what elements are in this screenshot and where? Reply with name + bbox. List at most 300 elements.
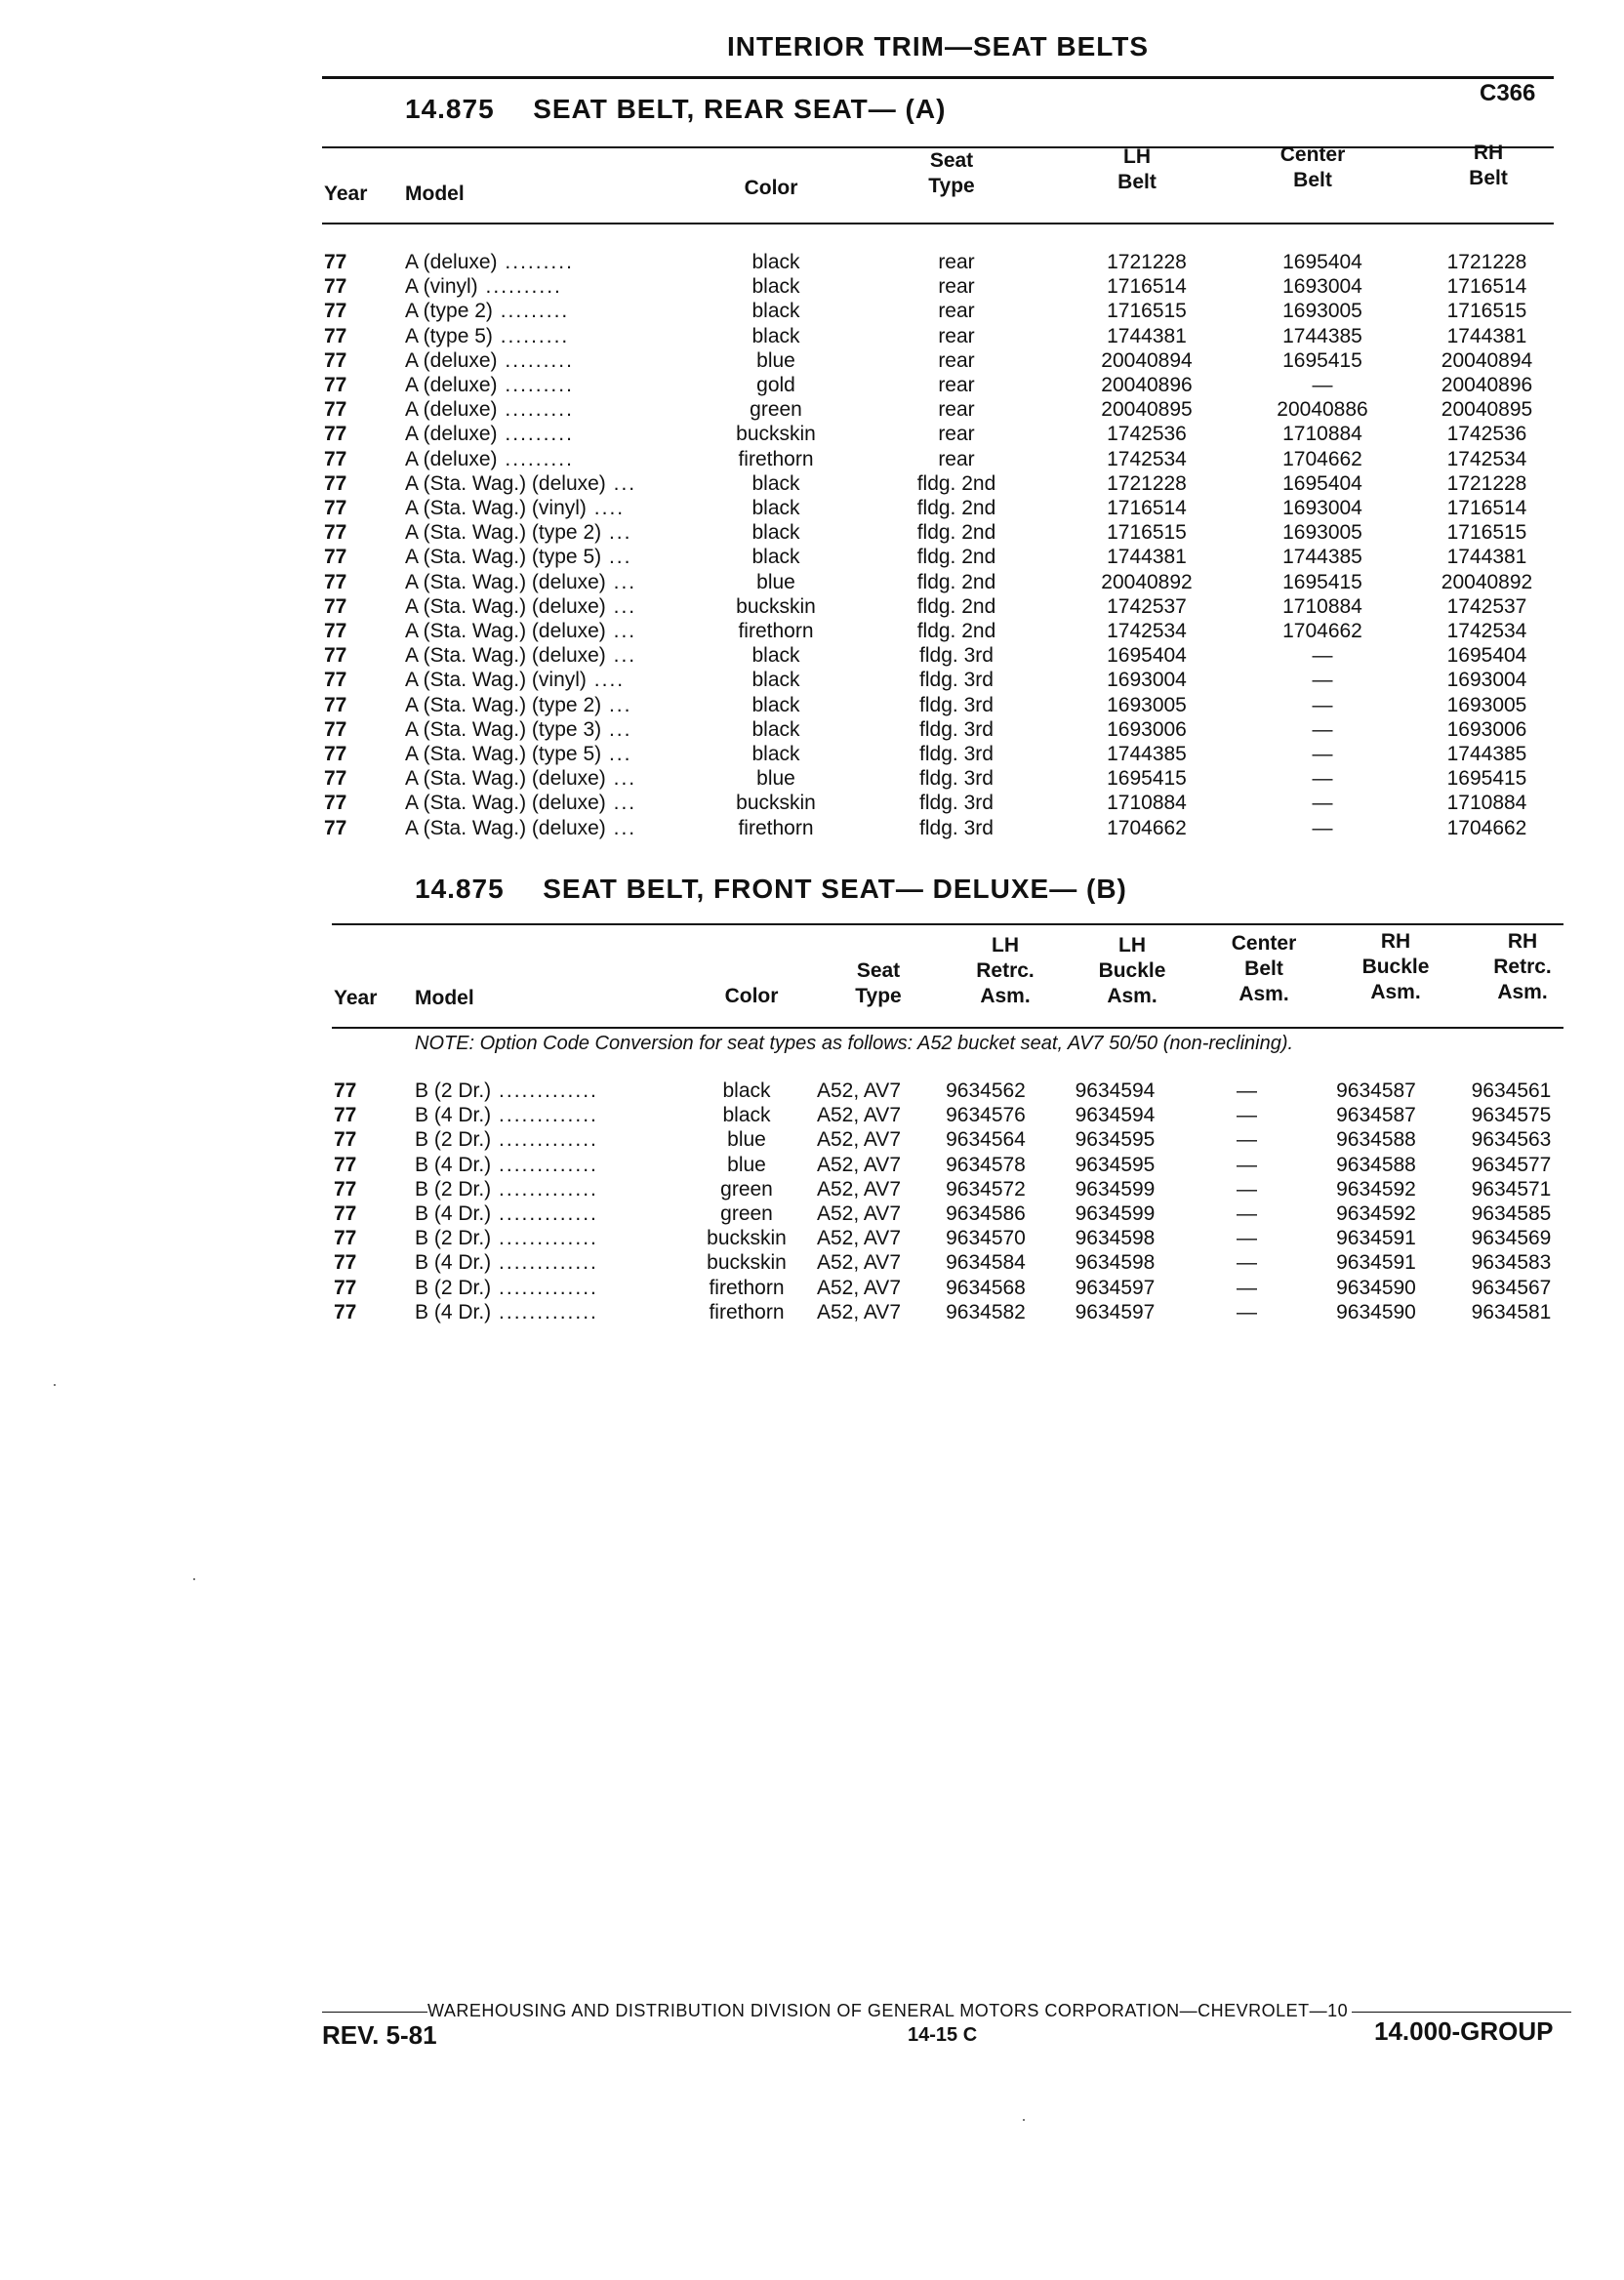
color-cell: black — [751, 275, 800, 299]
leader-dots: .......... — [477, 275, 562, 299]
seat-type-cell: fldg. 2nd — [916, 471, 996, 495]
rh-buckle-cell: 9634591 — [1336, 1227, 1416, 1250]
seat-type-cell: fldg. 3rd — [919, 743, 994, 766]
model-cell — [405, 643, 698, 668]
rear-seat-belt-table — [324, 250, 1563, 840]
asm-label: Asm. — [1497, 981, 1548, 1003]
table-row — [334, 1153, 1583, 1177]
table-row — [324, 816, 1563, 840]
center-belt-cell: — — [1237, 1202, 1257, 1226]
rh-belt-cell: 1721228 — [1446, 471, 1527, 495]
rh-belt-cell: 20040895 — [1441, 398, 1533, 422]
leader-dots: ............. — [491, 1276, 598, 1299]
seat-label: Seat — [929, 149, 974, 172]
seat-type-cell: fldg. 2nd — [916, 570, 996, 593]
model-cell — [405, 299, 698, 323]
model-cell — [405, 545, 698, 569]
rh-buckle-cell: 9634590 — [1336, 1300, 1416, 1323]
section-b-number: 14.875 — [415, 874, 505, 904]
center-belt-cell: — — [1312, 374, 1333, 397]
seat-type-cell: fldg. 3rd — [919, 693, 994, 716]
model-cell — [405, 373, 698, 397]
section-b-name: SEAT BELT, FRONT SEAT— DELUXE— (B) — [543, 874, 1127, 904]
model-text: A (Sta. Wag.) (type 3) — [405, 717, 602, 741]
seat-type-cell: A52, AV7 — [816, 1128, 901, 1152]
model-cell — [405, 250, 698, 274]
model-cell — [405, 570, 698, 594]
model-cell — [405, 668, 698, 692]
lh-buckle-cell: 9634595 — [1075, 1153, 1156, 1176]
seat-type-cell: fldg. 3rd — [919, 717, 994, 741]
lh-belt-cell: 1742537 — [1107, 594, 1187, 618]
model-text: A (Sta. Wag.) (vinyl) — [405, 497, 587, 520]
seat-type-cell: A52, AV7 — [816, 1300, 901, 1323]
center-belt-cell: — — [1312, 717, 1333, 741]
leader-dots: ......... — [497, 423, 574, 446]
model-text: B (4 Dr.) — [415, 1153, 492, 1176]
seat-type-cell: fldg. 2nd — [916, 546, 996, 569]
color-cell: black — [751, 546, 800, 569]
year-cell: 77 — [324, 620, 347, 643]
color-cell: black — [751, 743, 800, 766]
table-row — [324, 397, 1563, 422]
center-belt-cell: — — [1237, 1079, 1257, 1102]
rh-retrc-cell: 9634569 — [1471, 1227, 1552, 1250]
color-cell: blue — [756, 570, 795, 593]
seat-type-cell: A52, AV7 — [816, 1227, 901, 1250]
rh-belt-cell: 20040894 — [1441, 348, 1533, 372]
section-a-title — [405, 94, 946, 125]
col-header-year-b: Year — [334, 987, 378, 1009]
center-belt-cell: — — [1237, 1276, 1257, 1299]
year-cell: 77 — [324, 447, 347, 470]
seat-type-cell: A52, AV7 — [816, 1251, 901, 1275]
asm-label: Asm. — [980, 985, 1031, 1007]
rh-buckle-cell: 9634587 — [1336, 1104, 1416, 1127]
rh-buckle-cell: 9634588 — [1336, 1153, 1416, 1176]
model-text: A (Sta. Wag.) (deluxe) — [405, 644, 606, 668]
seat-type-cell: rear — [938, 423, 975, 446]
rh-belt-cell: 1716515 — [1446, 521, 1527, 545]
center-belt-cell: 1704662 — [1282, 620, 1362, 643]
leader-dots: ... — [601, 743, 632, 766]
seat-type-cell: A52, AV7 — [816, 1079, 901, 1102]
col-header-lh-buckle — [1078, 933, 1186, 1009]
type-label: Type — [928, 175, 975, 197]
col-header-center-belt — [1254, 142, 1371, 193]
color-cell: firethorn — [738, 447, 814, 470]
seat-type-cell: A52, AV7 — [816, 1104, 901, 1127]
color-cell: blue — [756, 348, 795, 372]
year-cell: 77 — [324, 570, 347, 593]
lh-belt-cell: 1742534 — [1107, 447, 1187, 470]
rh-belt-cell: 1693005 — [1446, 693, 1527, 716]
leader-dots: ... — [601, 521, 632, 545]
lh-label: LH — [992, 934, 1019, 957]
model-text: B (2 Dr.) — [415, 1128, 492, 1152]
model-text: A (Sta. Wag.) (deluxe) — [405, 620, 606, 643]
section-a-name: SEAT BELT, REAR SEAT— (A) — [533, 94, 947, 124]
leader-dots: ... — [605, 644, 637, 668]
lh-belt-cell: 1693004 — [1107, 669, 1187, 692]
rh-belt-cell: 1716514 — [1446, 497, 1527, 520]
rh-retrc-cell: 9634583 — [1471, 1251, 1552, 1275]
catalog-code: C366 — [1480, 80, 1536, 106]
rh-belt-cell: 1693004 — [1446, 669, 1527, 692]
leader-dots: ... — [605, 792, 637, 815]
table-row — [324, 250, 1563, 274]
year-cell: 77 — [324, 546, 347, 569]
model-text: A (deluxe) — [405, 423, 498, 446]
model-cell — [405, 274, 698, 299]
center-belt-cell: — — [1237, 1300, 1257, 1323]
lh-belt-cell: 1704662 — [1107, 816, 1187, 839]
model-text: A (Sta. Wag.) (type 2) — [405, 693, 602, 716]
table-row — [324, 422, 1563, 446]
seat-type-cell: fldg. 3rd — [919, 792, 994, 815]
color-cell: firethorn — [709, 1300, 785, 1323]
color-cell: green — [720, 1177, 773, 1201]
model-cell — [405, 397, 698, 422]
footer-division-text: WAREHOUSING AND DISTRIBUTION DIVISION OF GENERAL MOTORS CORPORATION—CHEVROLET—10 — [427, 2001, 1349, 2020]
year-cell: 77 — [334, 1227, 357, 1250]
color-cell: buckskin — [736, 792, 816, 815]
lh-retrc-cell: 9634586 — [946, 1202, 1026, 1226]
rh-belt-cell: 1716514 — [1446, 275, 1527, 299]
model-text: A (deluxe) — [405, 251, 498, 273]
leader-dots: .... — [586, 497, 626, 520]
model-text: B (4 Dr.) — [415, 1202, 492, 1226]
rh-belt-cell: 1742534 — [1446, 620, 1527, 643]
center-belt-cell: — — [1237, 1104, 1257, 1127]
center-belt-cell: — — [1312, 792, 1333, 815]
lh-retrc-cell: 9634584 — [946, 1251, 1026, 1275]
model-cell — [405, 348, 698, 373]
lh-belt-cell: 1716514 — [1107, 497, 1187, 520]
leader-dots: ......... — [492, 324, 570, 347]
leader-dots: ... — [605, 570, 637, 593]
model-text: A (Sta. Wag.) (type 5) — [405, 743, 602, 766]
year-cell: 77 — [324, 743, 347, 766]
rh-retrc-cell: 9634567 — [1471, 1276, 1552, 1299]
center-belt-cell: 1744385 — [1282, 546, 1362, 569]
buckle-label: Buckle — [1361, 956, 1430, 978]
center-belt-cell: — — [1312, 669, 1333, 692]
col-header-seat-type — [898, 148, 1005, 199]
retrc-label: Retrc. — [976, 959, 1035, 982]
year-cell: 77 — [334, 1251, 357, 1275]
lh-belt-cell: 1721228 — [1107, 251, 1187, 273]
col-header-seat-type-b — [825, 958, 932, 1009]
model-text: A (Sta. Wag.) (type 5) — [405, 546, 602, 569]
seat-type-cell: rear — [938, 300, 975, 323]
year-cell: 77 — [324, 374, 347, 397]
leader-dots: ............. — [491, 1300, 598, 1323]
lh-belt-cell: 1695404 — [1107, 644, 1187, 668]
year-cell: 77 — [324, 792, 347, 815]
lh-belt-cell: 1716514 — [1107, 275, 1187, 299]
seat-type-cell: rear — [938, 324, 975, 347]
rh-belt-cell: 1695415 — [1446, 767, 1527, 791]
color-cell: black — [751, 497, 800, 520]
model-text: A (Sta. Wag.) (deluxe) — [405, 816, 606, 839]
color-cell: firethorn — [709, 1276, 785, 1299]
model-text: A (Sta. Wag.) (deluxe) — [405, 767, 606, 791]
model-cell — [415, 1079, 698, 1103]
center-belt-cell: 1695415 — [1282, 348, 1362, 372]
lh-buckle-cell: 9634594 — [1075, 1104, 1156, 1127]
lh-belt-cell: 1695415 — [1107, 767, 1187, 791]
leader-dots: ... — [605, 594, 637, 618]
table-row — [324, 619, 1563, 643]
year-cell: 77 — [324, 693, 347, 716]
model-cell — [405, 816, 698, 840]
leader-dots: ............. — [491, 1251, 598, 1275]
rh-retrc-cell: 9634575 — [1471, 1104, 1552, 1127]
leader-dots: ............. — [491, 1177, 598, 1201]
color-cell: black — [722, 1079, 771, 1102]
color-cell: black — [751, 693, 800, 716]
model-cell — [405, 324, 698, 348]
model-text: A (type 2) — [405, 300, 493, 323]
asm-label: Asm. — [1238, 983, 1289, 1005]
col-header-lh-retrc — [952, 933, 1059, 1009]
model-cell — [405, 742, 698, 766]
seat-type-cell: rear — [938, 275, 975, 299]
table-row — [334, 1201, 1583, 1226]
table-row — [324, 570, 1563, 594]
table-row — [324, 766, 1563, 791]
model-text: A (Sta. Wag.) (deluxe) — [405, 570, 606, 593]
rh-buckle-cell: 9634590 — [1336, 1276, 1416, 1299]
leader-dots: ......... — [497, 374, 574, 397]
year-cell: 77 — [334, 1202, 357, 1226]
center-belt-cell: 1693005 — [1282, 300, 1362, 323]
table-row — [334, 1103, 1583, 1127]
model-cell — [405, 422, 698, 446]
lh-retrc-cell: 9634572 — [946, 1177, 1026, 1201]
rh-label: RH — [1507, 930, 1538, 953]
center-label: Center — [1231, 932, 1297, 955]
lh-belt-cell: 20040896 — [1101, 374, 1193, 397]
year-cell: 77 — [334, 1153, 357, 1176]
leader-dots: ......... — [497, 348, 574, 372]
scan-speck — [193, 1578, 195, 1580]
lh-retrc-cell: 9634578 — [946, 1153, 1026, 1176]
year-cell: 77 — [324, 669, 347, 692]
seat-type-cell: rear — [938, 251, 975, 273]
center-belt-cell: 1693004 — [1282, 275, 1362, 299]
lh-belt-cell: 1710884 — [1107, 792, 1187, 815]
year-cell: 77 — [334, 1128, 357, 1152]
col-header-model: Model — [405, 183, 465, 205]
lh-belt-cell: 20040895 — [1101, 398, 1193, 422]
table-row — [324, 348, 1563, 373]
model-text: B (2 Dr.) — [415, 1227, 492, 1250]
year-cell: 77 — [324, 423, 347, 446]
year-cell: 77 — [334, 1104, 357, 1127]
lh-retrc-cell: 9634576 — [946, 1104, 1026, 1127]
table-row — [324, 594, 1563, 619]
year-cell: 77 — [324, 348, 347, 372]
center-belt-cell: 20040886 — [1277, 398, 1368, 422]
table-row — [324, 373, 1563, 397]
table-row — [324, 545, 1563, 569]
option-code-note: NOTE: Option Code Conversion for seat types as follows: A52 bucket seat, AV7 50/50 (non-reclining). — [415, 1033, 1294, 1054]
table-row — [324, 324, 1563, 348]
belt-label: Belt — [1293, 169, 1332, 191]
model-text: A (Sta. Wag.) (deluxe) — [405, 471, 606, 495]
lh-label: LH — [1118, 934, 1146, 957]
lh-belt-cell: 1693006 — [1107, 717, 1187, 741]
color-cell: black — [751, 669, 800, 692]
year-cell: 77 — [324, 300, 347, 323]
model-text: B (4 Dr.) — [415, 1104, 492, 1127]
col-header-rh-retrc — [1469, 929, 1576, 1005]
model-cell — [405, 496, 698, 520]
leader-dots: ......... — [492, 300, 570, 323]
model-text: A (Sta. Wag.) (type 2) — [405, 521, 602, 545]
rh-retrc-cell: 9634585 — [1471, 1202, 1552, 1226]
lh-belt-cell: 1716515 — [1107, 300, 1187, 323]
lh-buckle-cell: 9634599 — [1075, 1177, 1156, 1201]
color-cell: black — [751, 324, 800, 347]
asm-label: Asm. — [1370, 981, 1421, 1003]
model-text: A (type 5) — [405, 324, 493, 347]
seat-type-cell: fldg. 2nd — [916, 620, 996, 643]
color-cell: black — [722, 1104, 771, 1127]
table-row — [324, 299, 1563, 323]
leader-dots: .... — [586, 669, 626, 692]
rh-buckle-cell: 9634592 — [1336, 1202, 1416, 1226]
leader-dots: ............. — [491, 1227, 598, 1250]
center-belt-cell: 1704662 — [1282, 447, 1362, 470]
col-header-center-belt-b — [1210, 931, 1318, 1007]
rh-retrc-cell: 9634561 — [1471, 1079, 1552, 1102]
year-cell: 77 — [334, 1276, 357, 1299]
leader-dots: ............. — [491, 1202, 598, 1226]
col-header-color: Color — [744, 177, 798, 199]
year-cell: 77 — [324, 398, 347, 422]
table-row — [324, 274, 1563, 299]
center-belt-cell: 1695404 — [1282, 251, 1362, 273]
color-cell: green — [720, 1202, 773, 1226]
table-row — [324, 693, 1563, 717]
model-cell — [405, 766, 698, 791]
lh-belt-cell: 1693005 — [1107, 693, 1187, 716]
model-cell — [415, 1103, 698, 1127]
rh-label: RH — [1380, 930, 1411, 953]
lh-belt-cell: 1744381 — [1107, 324, 1187, 347]
color-cell: black — [751, 251, 800, 273]
lh-belt-cell: 1721228 — [1107, 471, 1187, 495]
seat-type-cell: rear — [938, 398, 975, 422]
lh-buckle-cell: 9634594 — [1075, 1079, 1156, 1102]
model-text: A (deluxe) — [405, 374, 498, 397]
year-cell: 77 — [324, 717, 347, 741]
rh-belt-cell: 1695404 — [1446, 644, 1527, 668]
rh-belt-cell: 1716515 — [1446, 300, 1527, 323]
seat-type-cell: A52, AV7 — [816, 1276, 901, 1299]
model-cell — [405, 520, 698, 545]
front-seat-belt-table — [334, 1079, 1583, 1324]
leader-dots: ............. — [491, 1128, 598, 1152]
lh-retrc-cell: 9634564 — [946, 1128, 1026, 1152]
seat-type-cell: rear — [938, 374, 975, 397]
lh-retrc-cell: 9634582 — [946, 1300, 1026, 1323]
rh-buckle-cell: 9634587 — [1336, 1079, 1416, 1102]
color-cell: black — [751, 717, 800, 741]
model-cell — [415, 1177, 698, 1201]
color-cell: blue — [727, 1153, 766, 1176]
lh-belt-cell: 20040894 — [1101, 348, 1193, 372]
center-belt-cell: — — [1312, 743, 1333, 766]
col-header-rh-belt — [1435, 141, 1542, 191]
model-cell — [405, 717, 698, 742]
lh-buckle-cell: 9634597 — [1075, 1276, 1156, 1299]
model-cell — [415, 1276, 698, 1300]
model-text: A (Sta. Wag.) (deluxe) — [405, 792, 606, 815]
center-belt-cell: — — [1237, 1227, 1257, 1250]
buckle-label: Buckle — [1098, 959, 1166, 982]
rh-belt-cell: 1742536 — [1446, 423, 1527, 446]
model-cell — [405, 447, 698, 471]
section-b-header-rule — [332, 1027, 1563, 1029]
col-header-color-b: Color — [724, 985, 779, 1007]
center-belt-cell: — — [1237, 1128, 1257, 1152]
lh-buckle-cell: 9634595 — [1075, 1128, 1156, 1152]
model-text: B (2 Dr.) — [415, 1276, 492, 1299]
section-b-title — [415, 874, 1127, 905]
center-belt-cell: — — [1312, 816, 1333, 839]
color-cell: green — [750, 398, 802, 422]
lh-buckle-cell: 9634598 — [1075, 1227, 1156, 1250]
model-cell — [415, 1153, 698, 1177]
table-row — [324, 717, 1563, 742]
type-label: Type — [855, 985, 902, 1007]
footer-rev: REV. 5-81 — [322, 2020, 437, 2050]
header-rule — [322, 76, 1554, 79]
year-cell: 77 — [324, 816, 347, 839]
table-row — [324, 643, 1563, 668]
table-row — [334, 1250, 1583, 1275]
leader-dots: ............. — [491, 1079, 598, 1102]
year-cell: 77 — [324, 251, 347, 273]
leader-dots: ... — [605, 620, 637, 643]
leader-dots: ... — [605, 767, 637, 791]
center-belt-cell: — — [1237, 1153, 1257, 1176]
table-row — [324, 496, 1563, 520]
page-header-title: INTERIOR TRIM—SEAT BELTS — [727, 31, 1150, 61]
lh-belt-cell: 20040892 — [1101, 570, 1193, 593]
retrc-label: Retrc. — [1493, 956, 1552, 978]
table-row — [324, 668, 1563, 692]
model-cell — [415, 1201, 698, 1226]
table-row — [334, 1276, 1583, 1300]
rh-label: RH — [1473, 142, 1504, 164]
lh-retrc-cell: 9634568 — [946, 1276, 1026, 1299]
table-row — [334, 1300, 1583, 1324]
model-cell — [415, 1226, 698, 1250]
model-text: B (2 Dr.) — [415, 1177, 492, 1201]
year-cell: 77 — [334, 1177, 357, 1201]
belt-label: Belt — [1117, 171, 1157, 193]
leader-dots: ... — [605, 816, 637, 839]
section-a-number: 14.875 — [405, 94, 495, 124]
year-cell: 77 — [324, 767, 347, 791]
footer-group: 14.000-GROUP — [1374, 2016, 1554, 2046]
lh-buckle-cell: 9634599 — [1075, 1202, 1156, 1226]
